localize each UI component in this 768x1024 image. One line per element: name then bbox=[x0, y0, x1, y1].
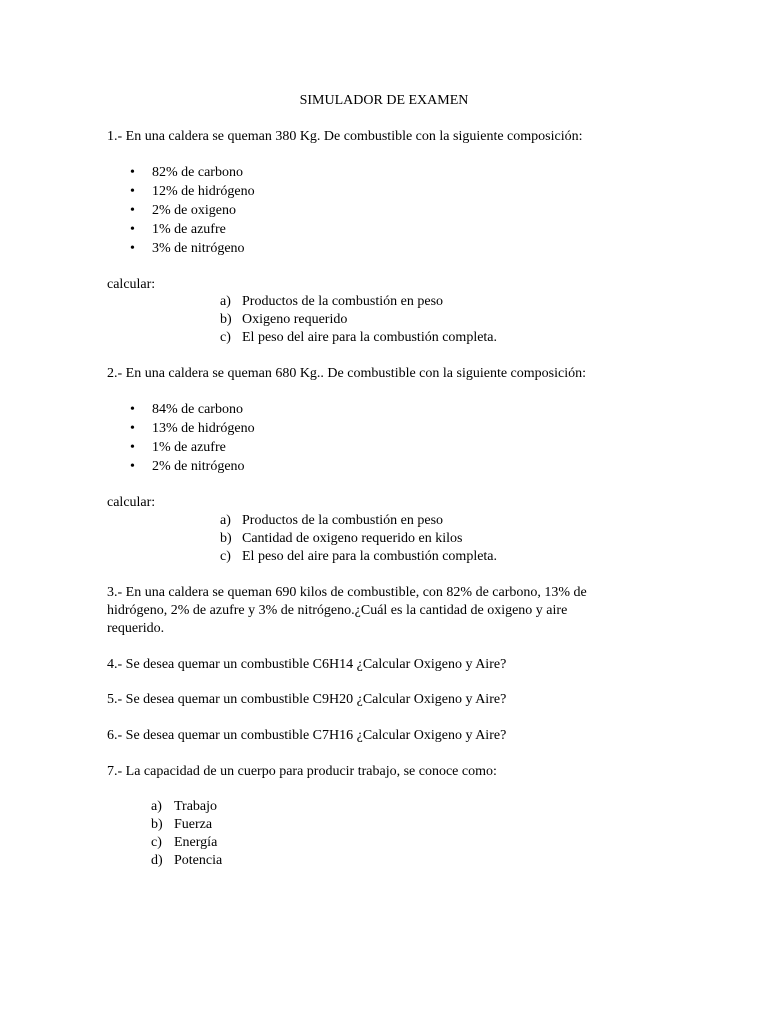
item-marker: b) bbox=[220, 531, 232, 546]
item-marker: a) bbox=[220, 513, 231, 528]
calcular-label: calcular: bbox=[107, 277, 156, 292]
question-2-text: 2.- En una caldera se queman 680 Kg.. De combustible con la siguiente composición: bbox=[107, 366, 586, 381]
list-item: • 3% de nitrógeno bbox=[152, 240, 245, 258]
item-text: Productos de la combustión en peso bbox=[242, 513, 444, 528]
option-text: Potencia bbox=[174, 853, 223, 868]
question-5-text: 5.- Se desea quemar un combustible C9H20 ¿Calcular Oxigeno y Aire? bbox=[107, 692, 507, 707]
item-text: Cantidad de oxigeno requerido en kilos bbox=[242, 531, 463, 546]
list-item: • 82% de carbono bbox=[152, 164, 243, 182]
item-text: Productos de la combustión en peso bbox=[242, 294, 444, 309]
item-text: El peso del aire para la combustión completa. bbox=[242, 549, 498, 564]
question-3-line-1: 3.- En una caldera se queman 690 kilos de combustible, con 82% de carbono, 13% de bbox=[107, 585, 587, 600]
option-text: Fuerza bbox=[174, 817, 213, 832]
question-3-line-3: requerido. bbox=[107, 621, 165, 636]
option-marker: b) bbox=[151, 817, 163, 832]
question-1-text: 1.- En una caldera se queman 380 Kg. De combustible con la siguiente composición: bbox=[107, 129, 583, 144]
item-text: Oxigeno requerido bbox=[242, 312, 348, 327]
item-marker: c) bbox=[220, 549, 231, 564]
option-marker: c) bbox=[151, 835, 162, 850]
list-item: • 84% de carbono bbox=[152, 401, 243, 419]
list-item: • 13% de hidrógeno bbox=[152, 420, 255, 438]
list-item: • 12% de hidrógeno bbox=[152, 183, 255, 201]
list-item: • 2% de oxigeno bbox=[152, 202, 236, 220]
item-marker: c) bbox=[220, 330, 231, 345]
list-item: • 1% de azufre bbox=[152, 439, 226, 457]
item-marker: a) bbox=[220, 294, 231, 309]
list-item: • 2% de nitrógeno bbox=[152, 458, 245, 476]
question-6-text: 6.- Se desea quemar un combustible C7H16 ¿Calcular Oxigeno y Aire? bbox=[107, 728, 507, 743]
option-marker: a) bbox=[151, 799, 162, 814]
item-text: El peso del aire para la combustión completa. bbox=[242, 330, 498, 345]
option-marker: d) bbox=[151, 853, 163, 868]
option-text: Energía bbox=[174, 835, 218, 850]
page-title: SIMULADOR DE EXAMEN bbox=[299, 93, 469, 108]
list-item: • 1% de azufre bbox=[152, 221, 226, 239]
question-3-line-2: hidrógeno, 2% de azufre y 3% de nitrógeno.¿Cuál es la cantidad de oxigeno y aire bbox=[107, 603, 568, 618]
calcular-label: calcular: bbox=[107, 495, 156, 510]
option-text: Trabajo bbox=[174, 799, 218, 814]
question-4-text: 4.- Se desea quemar un combustible C6H14 ¿Calcular Oxigeno y Aire? bbox=[107, 657, 507, 672]
question-7-text: 7.- La capacidad de un cuerpo para producir trabajo, se conoce como: bbox=[107, 764, 497, 779]
item-marker: b) bbox=[220, 312, 232, 327]
